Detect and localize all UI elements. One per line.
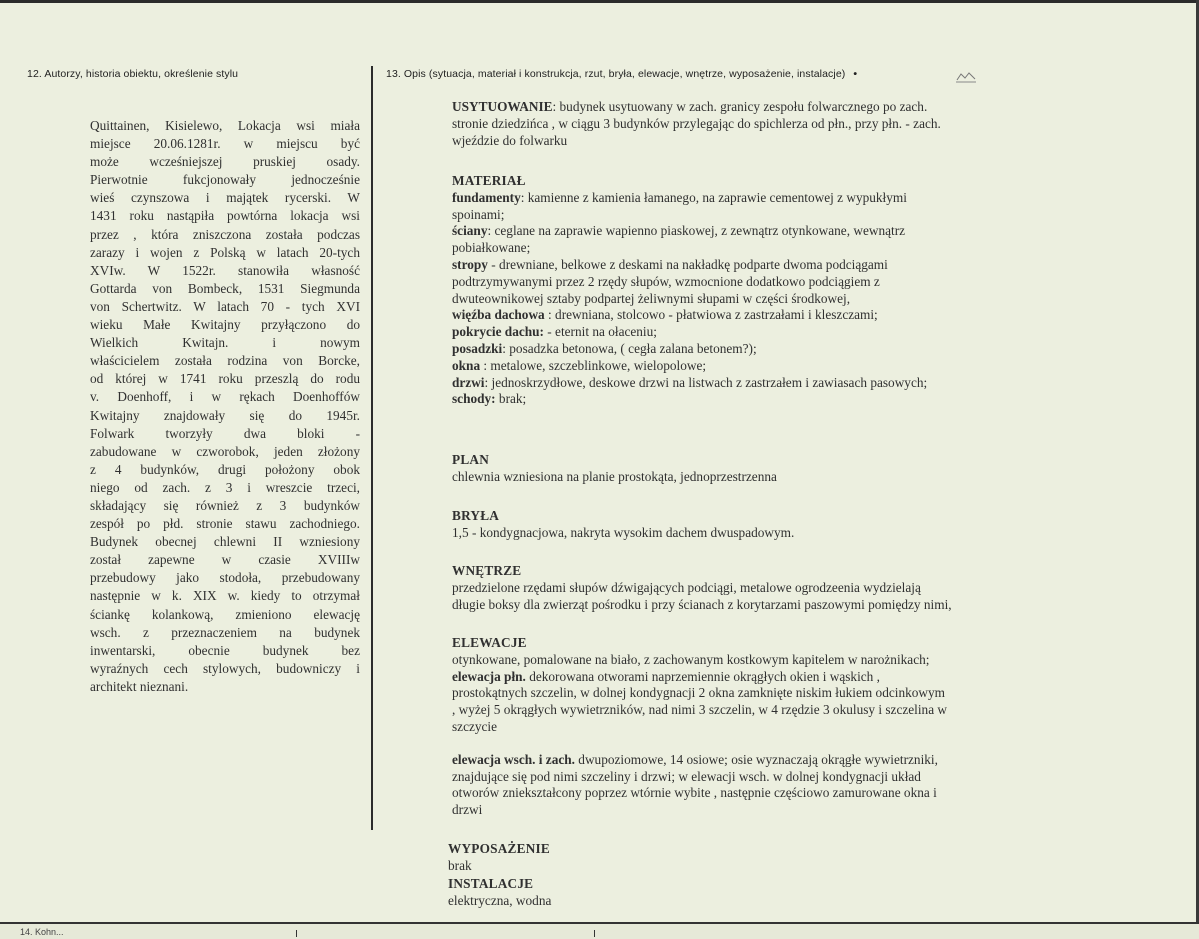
material-item xyxy=(452,375,1047,392)
top-border xyxy=(0,0,1199,3)
wyposazenie-text: brak xyxy=(448,857,472,873)
history-line: architekt nieznani. xyxy=(90,678,189,694)
material-item xyxy=(452,190,1047,207)
elewacja-pln-line-1 xyxy=(452,669,1047,686)
material-item xyxy=(452,358,1047,375)
material-item-label: schody: xyxy=(452,391,496,407)
usytuowanie-text-1: : budynek usytuowany w zach. granicy zespołu folwarcznego po zach. xyxy=(552,99,928,114)
history-line: wsch. z przeznaczeniem na budynek xyxy=(90,624,360,640)
bryla-text: 1,5 - kondygnacjowa, nakryta wysokim dachem dwuspadowym. xyxy=(452,524,795,540)
material-item-text: - drewniane, belkowe z deskami na nakładkę podparte dwoma podciągami xyxy=(487,256,888,272)
history-line: z 4 budynków, drugi położony obok xyxy=(90,461,360,477)
material-block xyxy=(452,173,1047,408)
material-item-text: : jednoskrzydłowe, deskowe drzwi na listwach z zastrzałem i zawiasach pasowych; xyxy=(484,374,928,390)
wnetrze-line-1: przedzielone rzędami słupów dźwigających podciągi, metalowe ogrodzeenia wydzielają xyxy=(452,579,921,595)
history-line: Budynek obecnej chlewni II wzniesiony xyxy=(90,534,360,550)
usytuowanie-line-3: wjeździe do folwarku xyxy=(452,132,568,148)
history-line: może wcześniejszej pruskiej osady. xyxy=(90,154,360,170)
material-item-continuation: spoinami; xyxy=(452,206,505,222)
history-line: von Schertwitz. W latach 70 - tych XVI xyxy=(90,298,360,314)
wyposazenie-title: WYPOSAŻENIE xyxy=(448,841,550,856)
elewacja-wsch-text-1: dwupoziomowe, 14 osiowe; osie wyznaczają okrągłe wywietrzniki, xyxy=(574,751,938,767)
material-item-continuation: pobiałkowane; xyxy=(452,240,531,256)
usytuowanie-label: USYTUOWANIE xyxy=(452,99,553,114)
history-line: Pierwotnie fukcjonowały jednocześnie xyxy=(90,172,360,188)
elewacje-line-1: otynkowane, pomalowane na biało, z zachowanym kostkowym kapitelem w narożnikach; xyxy=(452,651,930,667)
wyposazenie-block xyxy=(448,841,1043,875)
wnetrze-line-2: długie boksy dla zwierząt pośrodku i przy ścianach z korytarzami paszowymi pomiędzy nimi, xyxy=(452,596,952,612)
history-line: wieś czynszowa i majątek rycerski. W xyxy=(90,190,360,206)
elewacja-pln-text-1: dekorowana otworami naprzemiennie okrągłych okien i wąskich , xyxy=(525,668,880,684)
bullet-mark: • xyxy=(853,68,858,80)
elewacje-title: ELEWACJE xyxy=(452,635,527,650)
material-item-label: więźba dachowa xyxy=(452,307,545,323)
material-item xyxy=(452,341,1047,358)
elewacja-wsch-line-4: drzwi xyxy=(452,802,483,818)
usytuowanie-block xyxy=(452,99,1047,149)
plan-block xyxy=(452,452,1047,486)
material-item-continuation: dwuteownikowej sztaby podpartej żeliwnymi słupami w części środkowej, xyxy=(452,290,851,306)
history-line: od której w 1741 roku przeszlą do rodu xyxy=(90,371,360,387)
material-item-label: okna xyxy=(452,357,481,373)
section-12-header: 12. Autorzy, historia obiektu, określenie stylu xyxy=(27,68,239,80)
instalacje-block xyxy=(448,876,1043,910)
instalacje-text: elektryczna, wodna xyxy=(448,892,552,908)
bryla-title: BRYŁA xyxy=(452,508,500,523)
elewacja-pln-line-3: , wyżej 5 okrągłych wywietrzników, nad nimi 3 szczelin, w 4 rzędzie 3 okulusy i szczelina w xyxy=(452,702,948,718)
column-divider xyxy=(371,66,373,830)
history-line: następnie w k. XIX w. kiedy to otrzymał xyxy=(90,588,360,604)
history-line: XVIw. W 1522r. stanowiła własność xyxy=(90,262,360,278)
plan-text: chlewnia wzniesiona na planie prostokąta, jednoprzestrzenna xyxy=(452,468,777,484)
footer-text: 14. Kohn... xyxy=(20,927,64,937)
material-title: MATERIAŁ xyxy=(452,173,526,188)
material-item xyxy=(452,223,1047,240)
elewacja-pln-line-4: szczycie xyxy=(452,718,498,734)
history-line: Gottarda von Bombeck, 1531 Siegmunda xyxy=(90,280,360,296)
elewacje-block xyxy=(452,635,1047,819)
material-item xyxy=(452,257,1047,274)
material-item-text: : drewniana, stolcowo - płatwiowa z zastrzałami i kleszczami; xyxy=(544,307,878,323)
bottom-divider-1 xyxy=(296,930,297,937)
material-item-text: : posadzka betonowa, ( cegła zalana betonem?); xyxy=(502,340,757,356)
elewacja-pln-label: elewacja płn. xyxy=(452,668,526,684)
usytuowanie-line-2: stronie dziedzińca , w ciągu 3 budynków przylegając do spichlerza od płn., przy płn. - zach. xyxy=(452,115,941,131)
bottom-divider-2 xyxy=(594,930,595,937)
bryla-block xyxy=(452,508,1047,542)
material-item-label: stropy xyxy=(452,256,488,272)
material-item-label: fundamenty xyxy=(452,189,521,205)
plan-title: PLAN xyxy=(452,452,489,467)
wnetrze-title: WNĘTRZE xyxy=(452,563,522,578)
history-line: miejsce 20.06.1281r. w miejscu być xyxy=(90,136,360,152)
material-item-continuation: podtrzymywanymi przez 2 rzędy słupów, wzmocnione dodatkowo podciągiem z xyxy=(452,273,880,289)
history-line: ściankę kolankową, zmieniono elewację xyxy=(90,606,360,622)
elewacja-pln-line-2: prostokątnych szczelin, w dolnej kondygnacji 2 okna zamknięte niskim łukiem odcinkowym xyxy=(452,685,945,701)
history-line: wyraźnych cech stylowych, budowniczy i xyxy=(90,660,360,676)
material-item-text: - eternit na ołaceniu; xyxy=(543,324,657,340)
material-item-text: brak; xyxy=(495,391,527,407)
usytuowanie-line-1 xyxy=(452,99,1047,116)
history-line: Kwitajny znajdowały się do 1945r. xyxy=(90,407,360,423)
material-item xyxy=(452,307,1047,324)
history-line: składający się również z 3 budynków xyxy=(90,497,360,513)
stamp-mark-icon xyxy=(955,70,977,84)
material-item-label: ściany xyxy=(452,223,488,239)
elewacja-wsch-line-3: otworów zniekształcony poprzez wtórnie wybite , następnie częściowo zamurowane okna i xyxy=(452,785,937,801)
material-item-label: pokrycie dachu: xyxy=(452,324,544,340)
wnetrze-block xyxy=(452,563,1047,613)
material-item-label: drzwi xyxy=(452,374,485,390)
material-item-text: : ceglane na zaprawie wapienno piaskowej, z zewnątrz otynkowane, wewnątrz xyxy=(487,223,906,239)
material-items xyxy=(452,190,1047,408)
section-13-header-text: 13. Opis (sytuacja, materiał i konstrukcja, rzut, bryła, elewacje, wnętrze, wyposażenie, instalacje) xyxy=(386,68,846,80)
bottom-band xyxy=(0,922,1199,939)
history-line: zespół po płd. stronie stawu zachodniego. xyxy=(90,516,360,532)
history-line: 1431 roku nastąpiła powtórna lokacja wsi xyxy=(90,208,360,224)
history-line: wieku Małe Kwitajny przyłączono do xyxy=(90,317,360,333)
instalacje-title: INSTALACJE xyxy=(448,876,534,891)
material-item-label: posadzki xyxy=(452,340,503,356)
material-item-text: : metalowe, szczeblinkowe, wielopolowe; xyxy=(480,357,707,373)
history-line: przebudowy jako stodoła, przebudowany xyxy=(90,570,360,586)
history-line: zabudowane w czworobok, jeden złożony xyxy=(90,443,360,459)
history-line: właścicielem została rodzina von Borcke, xyxy=(90,353,360,369)
history-line: Folwark tworzyły dwa bloki - xyxy=(90,425,360,441)
elewacja-wsch-line-2: znajdujące się pod nimi szczeliny i drzwi; w elewacji wsch. w dolnej kondygnacji układ xyxy=(452,768,921,784)
history-line: przez , która zniszczona została podczas xyxy=(90,226,360,242)
history-line: zarazy i wojen z Polską w latach 20-tych xyxy=(90,244,360,260)
history-line: inwentarski, obecnie budynek bez xyxy=(90,642,360,658)
history-line: Quittainen, Kisielewo, Lokacja wsi miała xyxy=(90,118,360,133)
elewacja-wsch-label: elewacja wsch. i zach. xyxy=(452,751,575,767)
history-line: został zapewne w czasie XVIIIw xyxy=(90,552,360,568)
section-13-header xyxy=(386,68,857,80)
history-text xyxy=(90,117,360,696)
material-item-text: : kamienne z kamienia łamanego, na zaprawie cementowej z wypukłymi xyxy=(520,189,907,205)
elewacja-wsch-line-1 xyxy=(452,752,1047,769)
history-line: v. Doenhoff, i w rękach Doenhoffów xyxy=(90,389,360,405)
material-item xyxy=(452,391,1047,408)
material-item xyxy=(452,324,1047,341)
history-line: niego od zach. z 3 i wreszcie trzeci, xyxy=(90,479,360,495)
history-line: Wielkich Kwitajn. i nowym xyxy=(90,335,360,351)
